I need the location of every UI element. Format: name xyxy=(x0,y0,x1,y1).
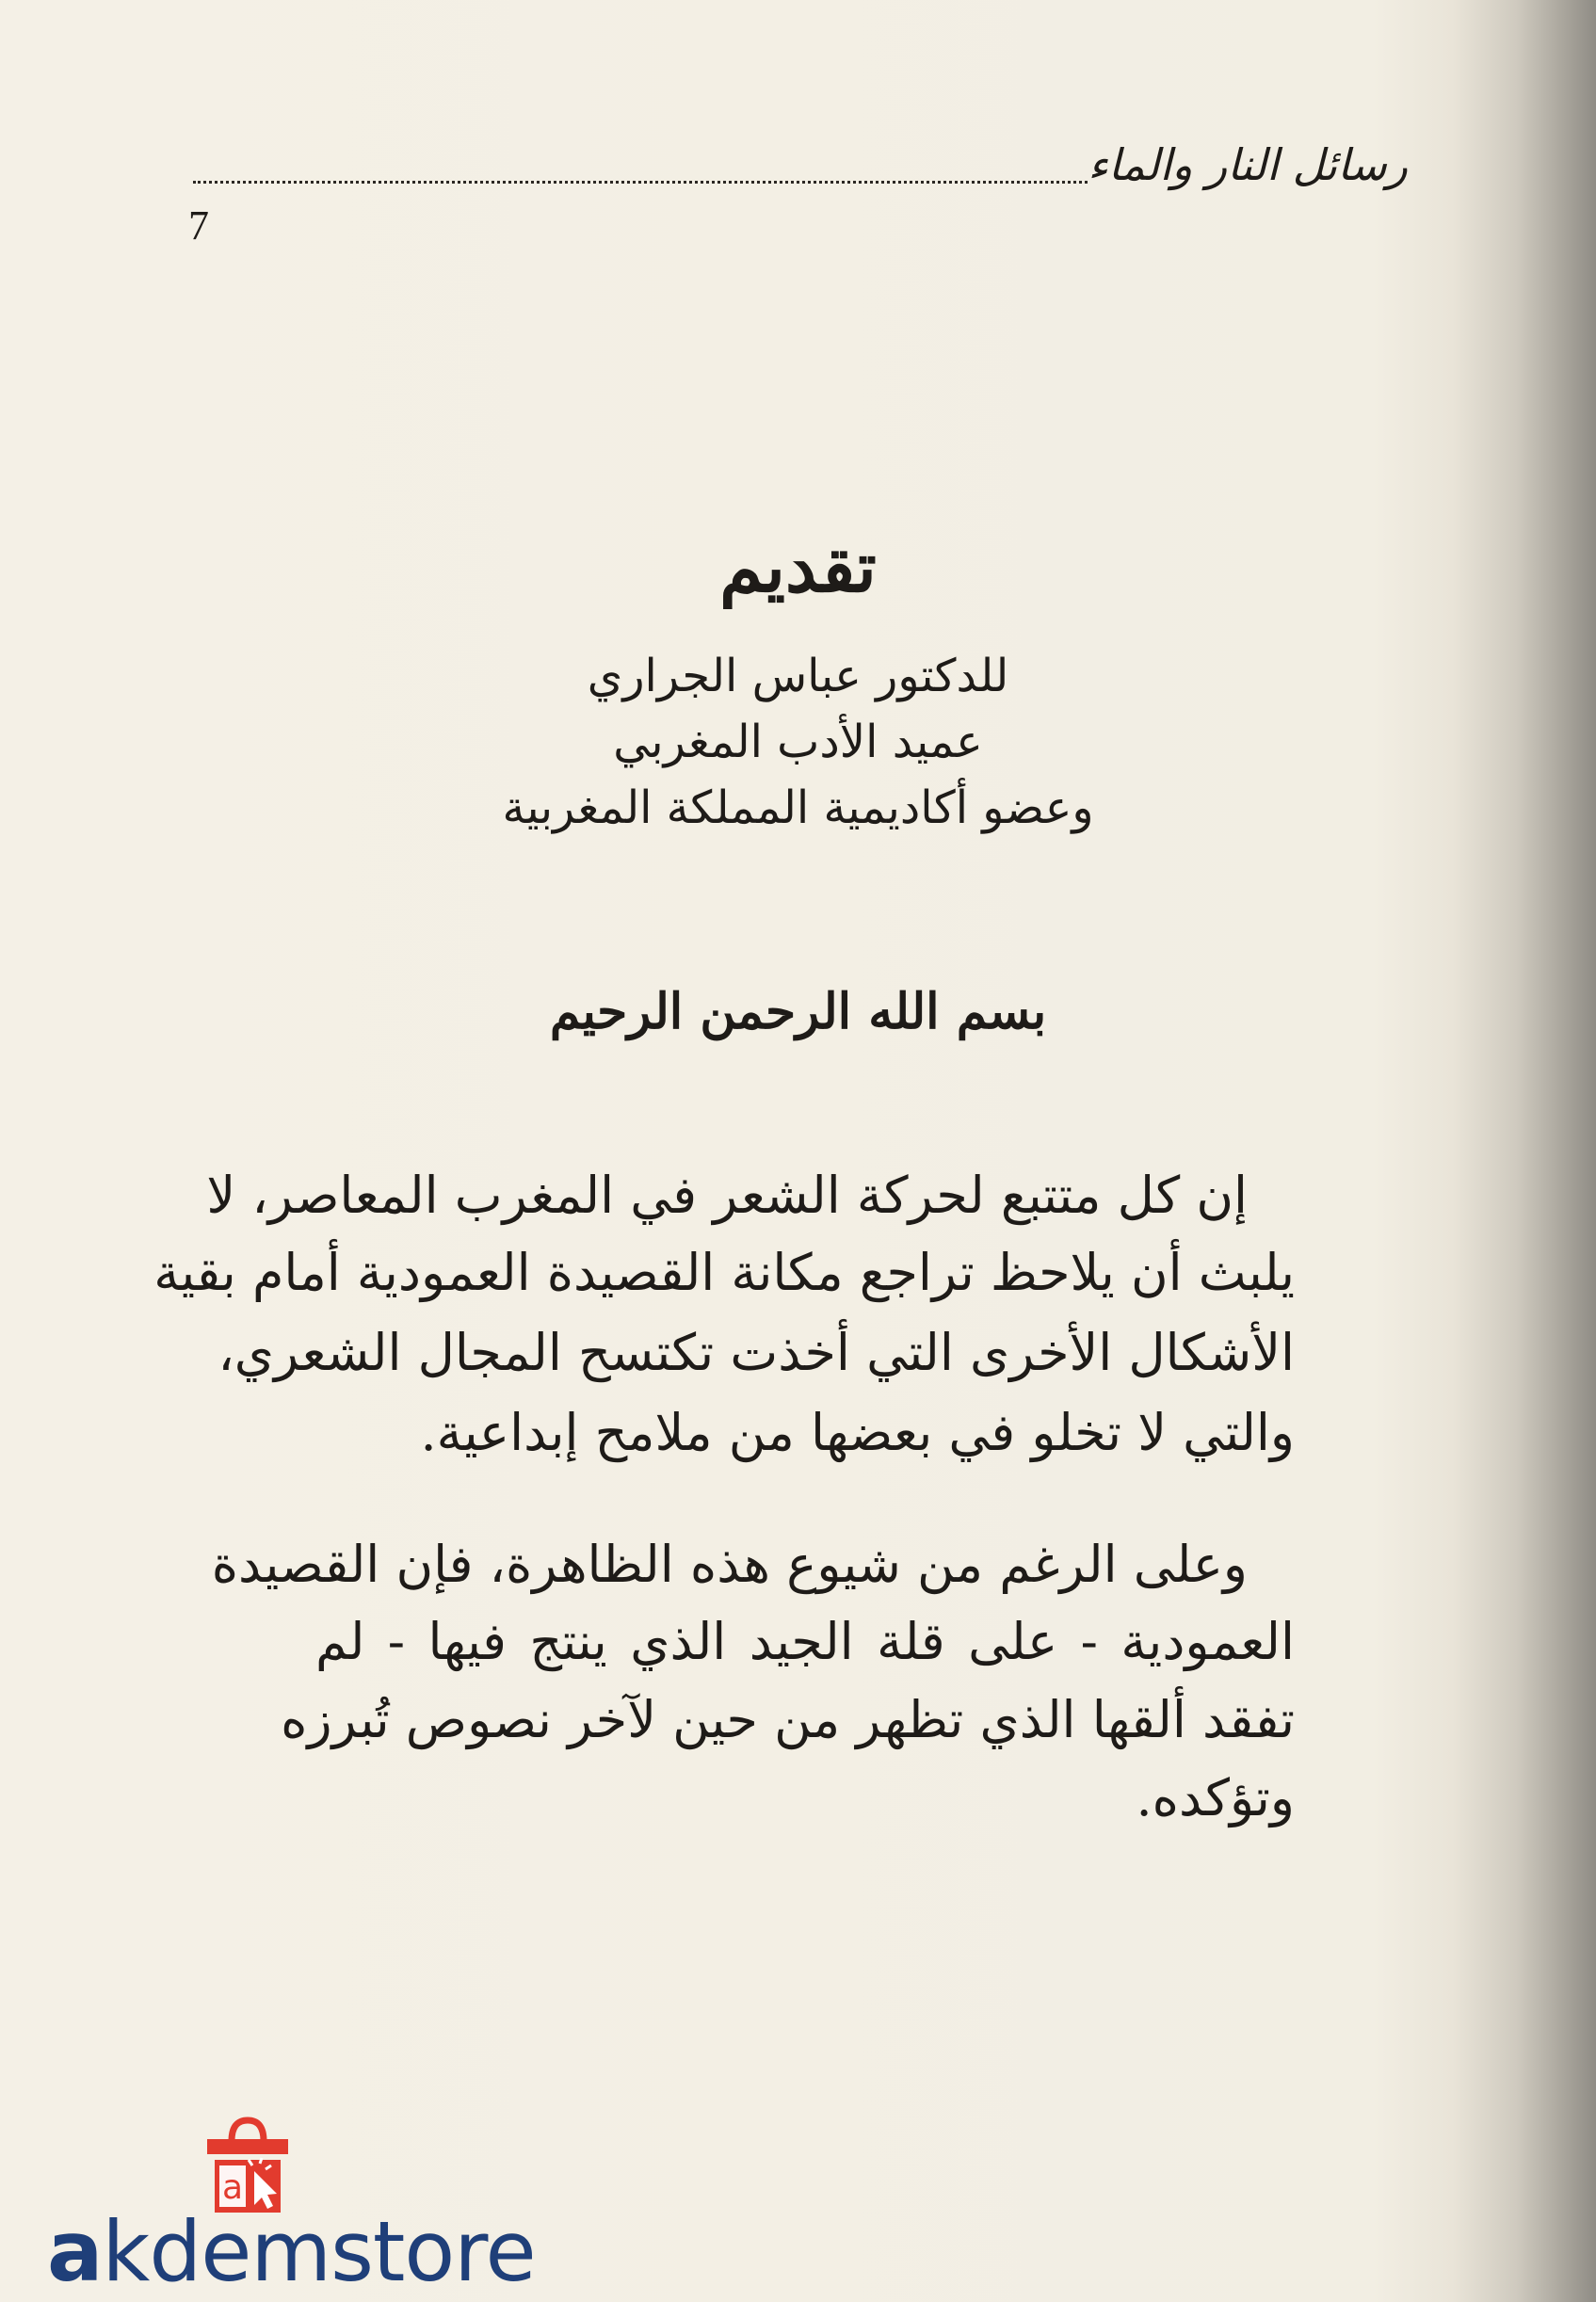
shopping-bag-book-icon xyxy=(196,2113,299,2216)
page-number: 7 xyxy=(188,202,209,249)
byline-line-2: عميد الأدب المغربي xyxy=(613,716,983,768)
running-title: رسائل النار والماء xyxy=(1088,139,1408,190)
paragraph-2-line-2: العمودية - على قلة الجيد الذي ينتج فيها - لم xyxy=(315,1612,1295,1671)
paragraph-1-line-2: يلبث أن يلاحظ تراجع مكانة القصيدة العمودية أمام بقية xyxy=(153,1243,1295,1302)
paragraph-1-line-1: إن كل متتبع لحركة الشعر في المغرب المعاصر، لا xyxy=(206,1166,1248,1225)
paragraph-2-line-3: تفقد ألقها الذي تظهر من حين لآخر نصوص تُبرزه xyxy=(281,1690,1295,1749)
header-rule xyxy=(193,181,1088,184)
byline-line-1: للدكتور عباس الجراري xyxy=(587,650,1009,702)
byline-line-3: وعضو أكاديمية المملكة المغربية xyxy=(502,781,1094,834)
brand-name-rest: kdemstore xyxy=(102,2203,536,2300)
paragraph-1-line-3: الأشكال الأخرى التي أخذت تكتسح المجال الشعري، xyxy=(218,1323,1295,1382)
section-title: تقديم xyxy=(719,527,877,608)
paragraph-1-line-4: والتي لا تخلو في بعضها من ملامح إبداعية. xyxy=(420,1403,1295,1462)
brand-first-letter: a xyxy=(47,2203,103,2300)
svg-text:a: a xyxy=(221,2168,244,2207)
paragraph-2-line-4: وتؤكده. xyxy=(1136,1768,1295,1827)
basmala: بسم الله الرحمن الرحيم xyxy=(549,983,1047,1040)
brand-watermark xyxy=(47,2203,536,2300)
paragraph-2-line-1: وعلى الرغم من شيوع هذه الظاهرة، فإن القصيدة xyxy=(211,1535,1248,1594)
